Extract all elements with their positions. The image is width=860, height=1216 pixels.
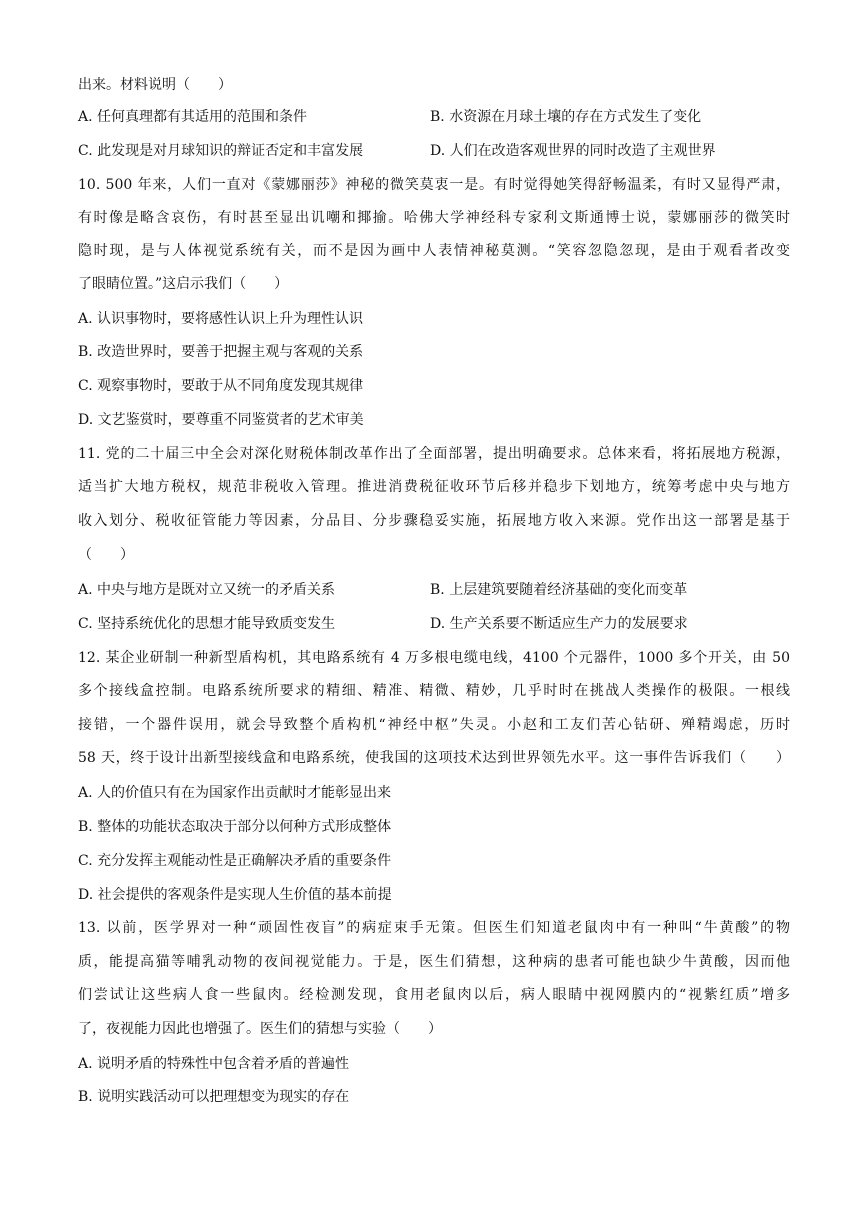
q10-stem-line-2: 有时像是略含哀伤，有时甚至显出讥嘲和揶揄。哈佛大学神经科专家利文斯通博士说，蒙娜丽莎的微笑时 [78, 210, 790, 226]
q10-option-a: A. 认识事物时，要将感性认识上升为理性认识 [78, 311, 364, 327]
q12-option-a: A. 人的价值只有在为国家作出贡献时才能彰显出来 [78, 785, 392, 801]
q9-option-c: C. 此发现是对月球知识的辩证否定和丰富发展 [78, 143, 364, 159]
q10-stem-line-3: 隐时现，是与人体视觉系统有关，而不是因为画中人表情神秘莫测。“笑容忽隐忽现，是由于观看者改变 [78, 243, 790, 259]
q10-option-d: D. 文艺鉴赏时，要尊重不同鉴赏者的艺术审美 [78, 412, 364, 428]
q12-option-c: C. 充分发挥主观能动性是正确解决矛盾的重要条件 [78, 853, 392, 869]
q9-option-d: D. 人们在改造客观世界的同时改造了主观世界 [430, 143, 716, 159]
q9-option-b: B. 水资源在月球土壤的存在方式发生了变化 [430, 109, 702, 125]
q13-stem-line-2: 质，能提高猫等哺乳动物的夜间视觉能力。于是，医生们猜想，这种病的患者可能也缺少牛黄酸，因而他 [78, 954, 790, 970]
q11-option-c: C. 坚持系统优化的思想才能导致质变发生 [78, 616, 336, 632]
q11-stem-line-4: （ ） [78, 547, 134, 563]
q11-option-d: D. 生产关系要不断适应生产力的发展要求 [430, 616, 688, 632]
q11-stem-line-2: 适当扩大地方税权，规范非税收入管理。推进消费税征收环节后移并稳步下划地方，统筹考虑中央与地方 [78, 479, 790, 495]
q12-stem-line-2: 多个接线盒控制。电路系统所要求的精细、精准、精微、精妙，几乎时时在挑战人类操作的极限。一根线 [78, 683, 790, 699]
q13-stem-line-1: 13. 以前，医学界对一种“顽固性夜盲”的病症束手无策。但医生们知道老鼠肉中有一种叫“牛黄酸”的物 [78, 920, 790, 936]
q11-stem-line-3: 收入划分、税收征管能力等因素，分品目、分步骤稳妥实施，拓展地方收入来源。党作出这一部署是基于 [78, 513, 790, 529]
q12-option-b: B. 整体的功能状态取决于部分以何种方式形成整体 [78, 819, 392, 835]
q9-stem-tail: 出来。材料说明（ ） [78, 77, 232, 93]
q13-stem-line-4: 了，夜视能力因此也增强了。医生们的猜想与实验（ ） [78, 1021, 442, 1037]
q12-option-d: D. 社会提供的客观条件是实现人生价值的基本前提 [78, 887, 392, 903]
q13-stem-line-3: 们尝试让这些病人食一些鼠肉。经检测发现，食用老鼠肉以后，病人眼睛中视网膜内的“视紫红质”增多 [78, 987, 790, 1003]
q12-stem-line-3: 接错，一个器件误用，就会导致整个盾构机“神经中枢”失灵。小赵和工友们苦心钻研、殚精竭虑，历时 [78, 717, 790, 733]
q11-stem-line-1: 11. 党的二十届三中全会对深化财税体制改革作出了全面部署，提出明确要求。总体来看，将拓展地方税源， [78, 446, 790, 462]
q10-option-b: B. 改造世界时，要善于把握主观与客观的关系 [78, 344, 364, 360]
q10-option-c: C. 观察事物时，要敢于从不同角度发现其规律 [78, 378, 364, 394]
q10-stem-line-4: 了眼睛位置。”这启示我们（ ） [78, 276, 289, 292]
q13-option-b: B. 说明实践活动可以把理想变为现实的存在 [78, 1089, 350, 1105]
q10-stem-line-1: 10. 500 年来，人们一直对《蒙娜丽莎》神秘的微笑莫衷一是。有时觉得她笑得舒畅温柔，有时又显得严肃， [78, 177, 790, 193]
q12-stem-line-1: 12. 某企业研制一种新型盾构机，其电路系统有 4 万多根电缆电线，4100 个元器件，1000 多个开关，由 50 [78, 650, 790, 666]
q11-option-a: A. 中央与地方是既对立又统一的矛盾关系 [78, 582, 336, 598]
q11-option-b: B. 上层建筑要随着经济基础的变化而变革 [430, 582, 688, 598]
q9-option-a: A. 任何真理都有其适用的范围和条件 [78, 109, 308, 125]
q12-stem-line-4: 58 天，终于设计出新型接线盒和电路系统，使我国的这项技术达到世界领先水平。这一事件告诉我们（ ） [78, 750, 790, 766]
q13-option-a: A. 说明矛盾的特殊性中包含着矛盾的普遍性 [78, 1056, 350, 1072]
